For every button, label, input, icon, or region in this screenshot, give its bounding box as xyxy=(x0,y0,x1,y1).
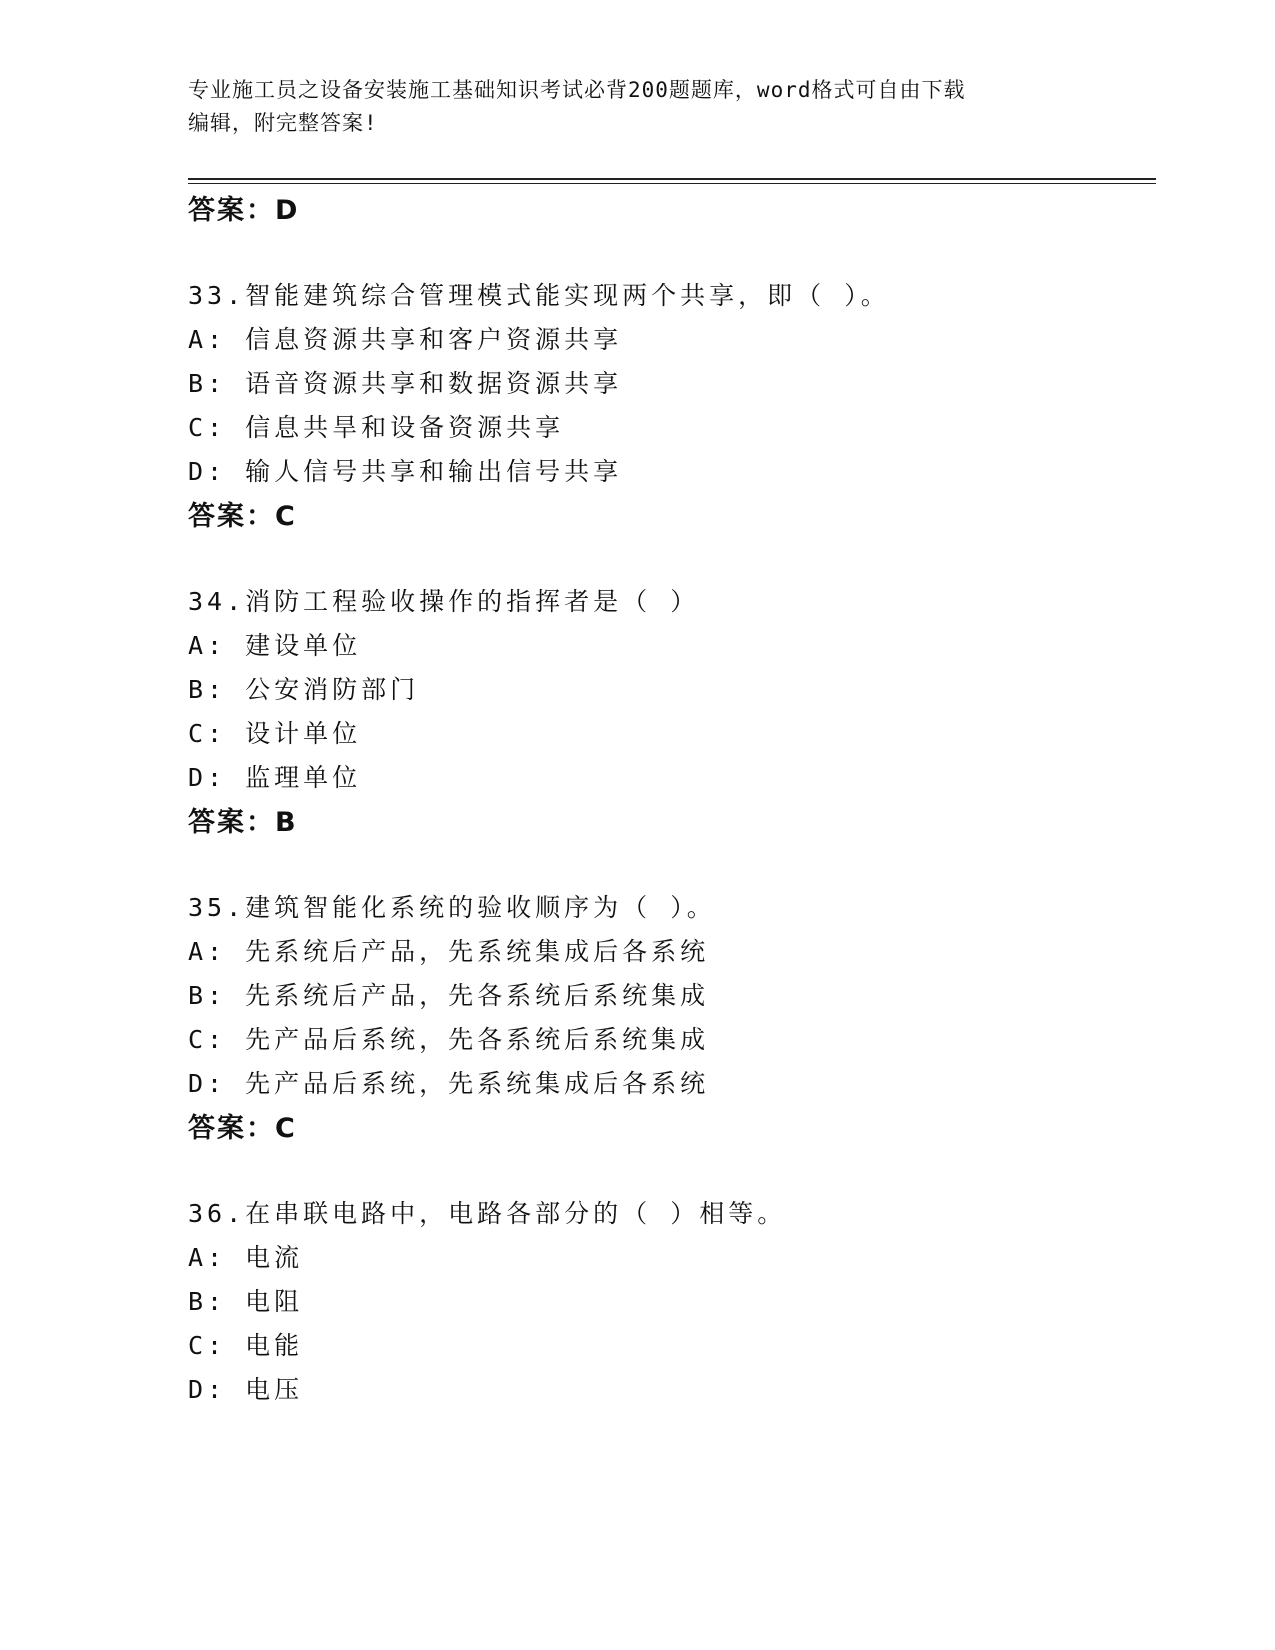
option-d: D: 先产品后系统，先系统集成后各系统 xyxy=(188,1069,710,1098)
option-c: C: 设计单位 xyxy=(188,719,362,748)
option-b: B: 语音资源共享和数据资源共享 xyxy=(188,369,623,398)
option-a: A: 建设单位 xyxy=(188,631,362,660)
header-line-2: 编辑，附完整答案! xyxy=(188,111,378,135)
document-header xyxy=(188,74,1088,140)
question-stem: 36.在串联电路中，电路各部分的（ ）相等。 xyxy=(188,1199,787,1228)
option-d: D: 监理单位 xyxy=(188,763,362,792)
answer-line: 答案：C xyxy=(188,501,297,532)
header-rule-thin xyxy=(188,183,1156,184)
option-b: B: 公安消防部门 xyxy=(188,675,420,704)
option-d: D: 输人信号共享和输出信号共享 xyxy=(188,457,623,486)
answer-line: 答案：B xyxy=(188,807,298,838)
option-c: C: 先产品后系统，先各系统后系统集成 xyxy=(188,1025,710,1054)
question-stem: 34.消防工程验收操作的指挥者是（ ） xyxy=(188,587,700,616)
option-d: D: 电压 xyxy=(188,1375,304,1404)
option-a: A: 先系统后产品，先系统集成后各系统 xyxy=(188,937,710,966)
option-c: C: 电能 xyxy=(188,1331,304,1360)
header-rule-thick xyxy=(188,178,1156,180)
option-a: A: 信息资源共享和客户资源共享 xyxy=(188,325,623,354)
option-c: C: 信息共旱和设备资源共享 xyxy=(188,413,565,442)
answer-line: 答案：D xyxy=(188,195,300,226)
option-b: B: 电阻 xyxy=(188,1287,304,1316)
option-a: A: 电流 xyxy=(188,1243,304,1272)
question-stem: 33.智能建筑综合管理模式能实现两个共享，即（ ）。 xyxy=(188,281,890,310)
option-b: B: 先系统后产品，先各系统后系统集成 xyxy=(188,981,710,1010)
answer-line: 答案：C xyxy=(188,1113,297,1144)
header-line-1: 专业施工员之设备安装施工基础知识考试必背200题题库，word格式可自由下载 xyxy=(188,78,966,102)
question-stem: 35.建筑智能化系统的验收顺序为（ ）。 xyxy=(188,893,716,922)
